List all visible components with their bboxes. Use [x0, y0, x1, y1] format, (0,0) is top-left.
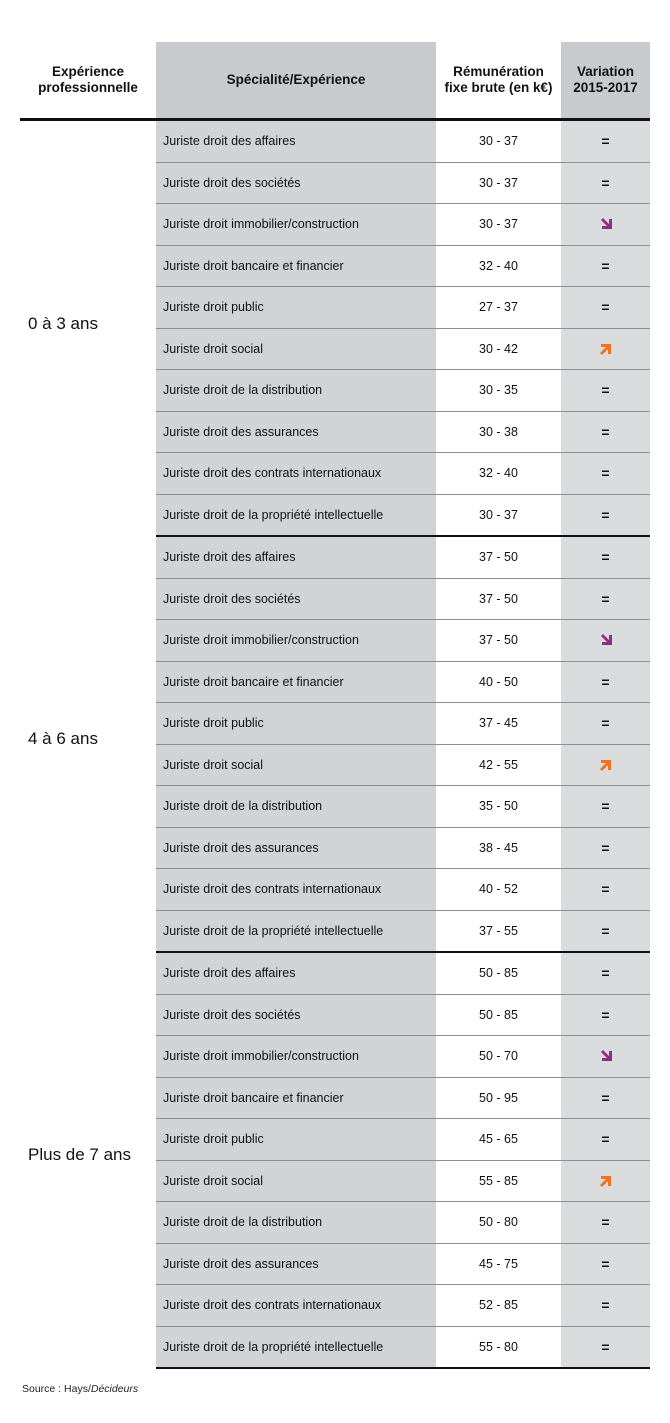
- variation-cell: =: [561, 411, 650, 453]
- specialty-cell: Juriste droit des affaires: [156, 536, 436, 578]
- variation-cell: =: [561, 1077, 650, 1119]
- specialty-cell: Juriste droit des sociétés: [156, 994, 436, 1036]
- salary-cell: 40 - 52: [436, 869, 561, 911]
- variation-cell: =: [561, 827, 650, 869]
- salary-cell: 38 - 45: [436, 827, 561, 869]
- salary-cell: 55 - 85: [436, 1160, 561, 1202]
- variation-cell: =: [561, 952, 650, 994]
- variation-cell: =: [561, 1119, 650, 1161]
- variation-cell: =: [561, 494, 650, 536]
- variation-cell: =: [561, 578, 650, 620]
- specialty-cell: Juriste droit des contrats internationaux: [156, 869, 436, 911]
- specialty-cell: Juriste droit des contrats internationaux: [156, 453, 436, 495]
- table-row: [20, 536, 650, 578]
- arrow-up-right-icon: [598, 341, 614, 357]
- table-row: [20, 952, 650, 994]
- specialty-cell: Juriste droit des assurances: [156, 827, 436, 869]
- salary-cell: 50 - 85: [436, 994, 561, 1036]
- arrow-up-right-icon: [598, 1173, 614, 1189]
- variation-cell: =: [561, 1202, 650, 1244]
- variation-cell: =: [561, 162, 650, 204]
- salary-cell: 30 - 37: [436, 494, 561, 536]
- variation-cell: [561, 744, 650, 786]
- experience-group-label: 4 à 6 ans: [20, 536, 156, 952]
- variation-cell: [561, 204, 650, 246]
- specialty-cell: Juriste droit bancaire et financier: [156, 1077, 436, 1119]
- specialty-cell: Juriste droit social: [156, 1160, 436, 1202]
- variation-cell: =: [561, 536, 650, 578]
- specialty-cell: Juriste droit public: [156, 703, 436, 745]
- variation-cell: [561, 1036, 650, 1078]
- header-experience: Expérience professionnelle: [20, 42, 156, 120]
- table-body: [20, 120, 650, 1369]
- specialty-cell: Juriste droit des assurances: [156, 1243, 436, 1285]
- variation-cell: =: [561, 661, 650, 703]
- header-variation: Variation 2015-2017: [561, 42, 650, 120]
- specialty-cell: Juriste droit social: [156, 744, 436, 786]
- salary-cell: 37 - 50: [436, 578, 561, 620]
- specialty-cell: Juriste droit bancaire et financier: [156, 245, 436, 287]
- variation-cell: [561, 328, 650, 370]
- variation-cell: =: [561, 994, 650, 1036]
- variation-cell: =: [561, 287, 650, 329]
- header-specialty: Spécialité/Expérience: [156, 42, 436, 120]
- salary-cell: 50 - 95: [436, 1077, 561, 1119]
- salary-cell: 42 - 55: [436, 744, 561, 786]
- salary-cell: 40 - 50: [436, 661, 561, 703]
- arrow-down-right-icon: [598, 633, 614, 649]
- experience-group-label: 0 à 3 ans: [20, 120, 156, 537]
- table-header: [20, 42, 650, 120]
- specialty-cell: Juriste droit des affaires: [156, 952, 436, 994]
- table-row: [20, 120, 650, 163]
- specialty-cell: Juriste droit de la propriété intellectuelle: [156, 910, 436, 952]
- specialty-cell: Juriste droit bancaire et financier: [156, 661, 436, 703]
- source-prefix: Source : Hays/: [22, 1383, 91, 1395]
- specialty-cell: Juriste droit de la distribution: [156, 370, 436, 412]
- salary-cell: 32 - 40: [436, 453, 561, 495]
- specialty-cell: Juriste droit immobilier/construction: [156, 1036, 436, 1078]
- specialty-cell: Juriste droit des sociétés: [156, 162, 436, 204]
- salary-cell: 30 - 37: [436, 120, 561, 163]
- specialty-cell: Juriste droit de la distribution: [156, 786, 436, 828]
- variation-cell: =: [561, 1285, 650, 1327]
- salary-cell: 50 - 80: [436, 1202, 561, 1244]
- variation-cell: [561, 1160, 650, 1202]
- source-publication: Décideurs: [90, 1383, 139, 1395]
- salary-cell: 55 - 80: [436, 1326, 561, 1368]
- specialty-cell: Juriste droit public: [156, 287, 436, 329]
- experience-group-label: Plus de 7 ans: [20, 952, 156, 1368]
- salary-cell: 30 - 42: [436, 328, 561, 370]
- salary-cell: 37 - 55: [436, 910, 561, 952]
- variation-cell: [561, 620, 650, 662]
- salary-cell: 27 - 37: [436, 287, 561, 329]
- variation-cell: =: [561, 245, 650, 287]
- variation-cell: =: [561, 1243, 650, 1285]
- header-salary: Rémunération fixe brute (en k€): [436, 42, 561, 120]
- variation-cell: =: [561, 786, 650, 828]
- variation-cell: =: [561, 120, 650, 163]
- specialty-cell: Juriste droit public: [156, 1119, 436, 1161]
- salary-cell: 52 - 85: [436, 1285, 561, 1327]
- specialty-cell: Juriste droit des assurances: [156, 411, 436, 453]
- salary-cell: 37 - 45: [436, 703, 561, 745]
- salary-cell: 30 - 38: [436, 411, 561, 453]
- salary-cell: 30 - 35: [436, 370, 561, 412]
- salary-cell: 30 - 37: [436, 204, 561, 246]
- variation-cell: =: [561, 869, 650, 911]
- specialty-cell: Juriste droit de la propriété intellectuelle: [156, 494, 436, 536]
- specialty-cell: Juriste droit des contrats internationaux: [156, 1285, 436, 1327]
- salary-cell: 30 - 37: [436, 162, 561, 204]
- arrow-up-right-icon: [598, 757, 614, 773]
- specialty-cell: Juriste droit des sociétés: [156, 578, 436, 620]
- salary-cell: 45 - 75: [436, 1243, 561, 1285]
- specialty-cell: Juriste droit des affaires: [156, 120, 436, 163]
- variation-cell: =: [561, 703, 650, 745]
- salary-cell: 37 - 50: [436, 620, 561, 662]
- specialty-cell: Juriste droit immobilier/construction: [156, 204, 436, 246]
- salary-cell: 50 - 70: [436, 1036, 561, 1078]
- salary-cell: 35 - 50: [436, 786, 561, 828]
- source-note: [22, 1383, 138, 1395]
- specialty-cell: Juriste droit immobilier/construction: [156, 620, 436, 662]
- salary-cell: 37 - 50: [436, 536, 561, 578]
- salary-cell: 45 - 65: [436, 1119, 561, 1161]
- variation-cell: =: [561, 910, 650, 952]
- specialty-cell: Juriste droit de la distribution: [156, 1202, 436, 1244]
- variation-cell: =: [561, 1326, 650, 1368]
- specialty-cell: Juriste droit de la propriété intellectuelle: [156, 1326, 436, 1368]
- arrow-down-right-icon: [598, 217, 614, 233]
- variation-cell: =: [561, 370, 650, 412]
- salary-cell: 32 - 40: [436, 245, 561, 287]
- specialty-cell: Juriste droit social: [156, 328, 436, 370]
- variation-cell: =: [561, 453, 650, 495]
- arrow-down-right-icon: [598, 1049, 614, 1065]
- salary-table: [20, 42, 650, 1369]
- salary-cell: 50 - 85: [436, 952, 561, 994]
